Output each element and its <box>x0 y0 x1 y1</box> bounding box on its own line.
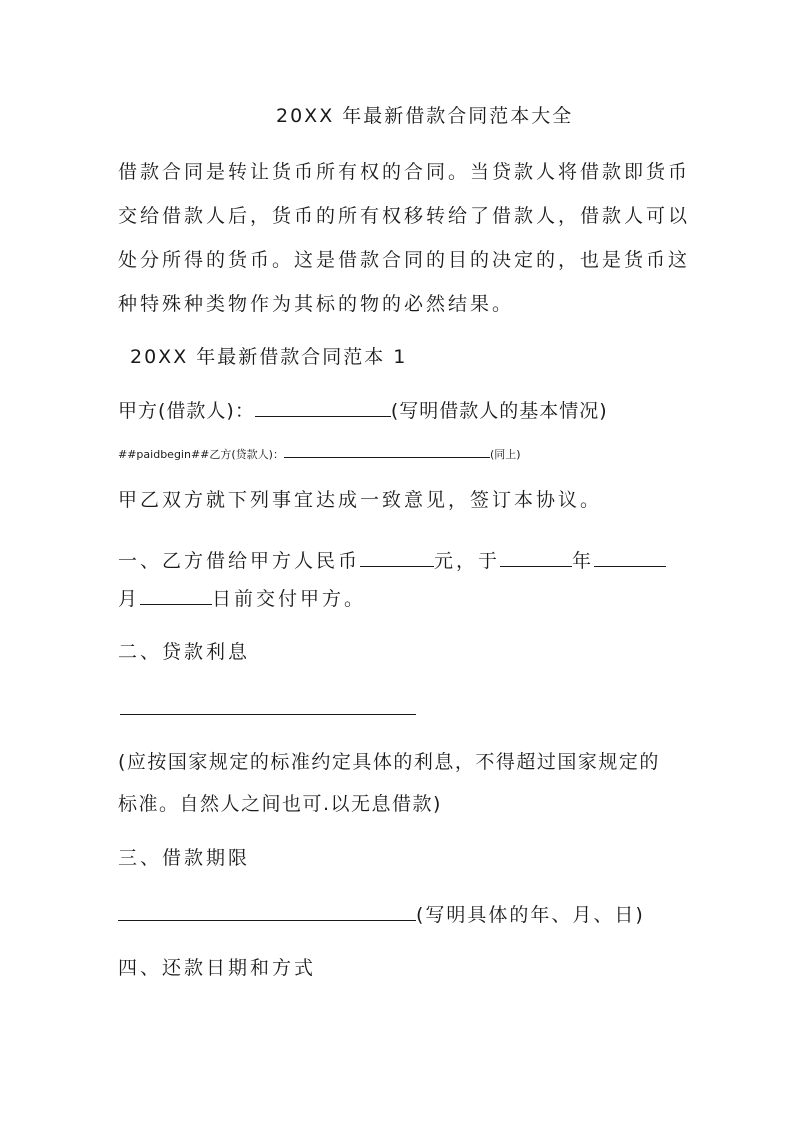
document-title: 20XX 年最新借款合同范本大全 <box>276 105 574 127</box>
interest-blank-line <box>120 714 416 715</box>
party-a-blank <box>255 398 391 417</box>
clause-1-a: 一、乙方借给甲方人民币 <box>118 550 361 572</box>
clause-2-note-line-2: 标准。自然人之间也可.以无息借款) <box>118 793 442 815</box>
day-blank <box>140 586 212 605</box>
section-title: 20XX 年最新借款合同范本 1 <box>130 346 408 368</box>
clause-1-line-2 <box>118 586 366 611</box>
party-b-line <box>118 446 521 462</box>
clause-4-title: 四、还款日期和方式 <box>118 957 317 979</box>
intro-line-4: 种特殊种类物作为其标的物的必然结果。 <box>118 293 515 315</box>
clause-1-e: 日前交付甲方。 <box>212 588 367 610</box>
intro-line-2: 交给借款人后，货币的所有权移转给了借款人，借款人可以 <box>118 205 691 227</box>
party-a-note: (写明借款人的基本情况) <box>390 400 608 422</box>
party-b-prefix: ##paidbegin##乙方(贷款人)： <box>118 448 284 461</box>
clause-2-title: 二、贷款利息 <box>118 641 251 663</box>
clause-3-title: 三、借款期限 <box>118 847 251 869</box>
clause-1-line-1 <box>118 548 666 573</box>
clause-2-note-line-1: (应按国家规定的标准约定具体的利息，不得超过国家规定的 <box>118 751 660 773</box>
clause-1-c: 年 <box>572 550 595 572</box>
party-a-label: 甲方(借款人)： <box>118 400 255 422</box>
clause-3-line <box>118 902 645 927</box>
clause-3-note: (写明具体的年、月、日) <box>416 904 645 926</box>
term-blank <box>118 902 416 921</box>
month-blank-1 <box>594 548 666 567</box>
party-b-note: (同上) <box>489 448 521 461</box>
agreement-line: 甲乙双方就下列事宜达成一致意见，签订本协议。 <box>118 489 603 511</box>
clause-1-d: 月 <box>118 588 141 610</box>
party-a-line <box>118 398 608 423</box>
intro-line-1: 借款合同是转让货币所有权的合同。当贷款人将借款即货币 <box>118 161 691 183</box>
party-b-blank <box>284 446 490 458</box>
amount-blank <box>360 548 434 567</box>
intro-line-3: 处分所得的货币。这是借款合同的目的决定的，也是货币这 <box>118 249 691 271</box>
clause-1-b: 元，于 <box>434 550 501 572</box>
year-blank <box>500 548 572 567</box>
